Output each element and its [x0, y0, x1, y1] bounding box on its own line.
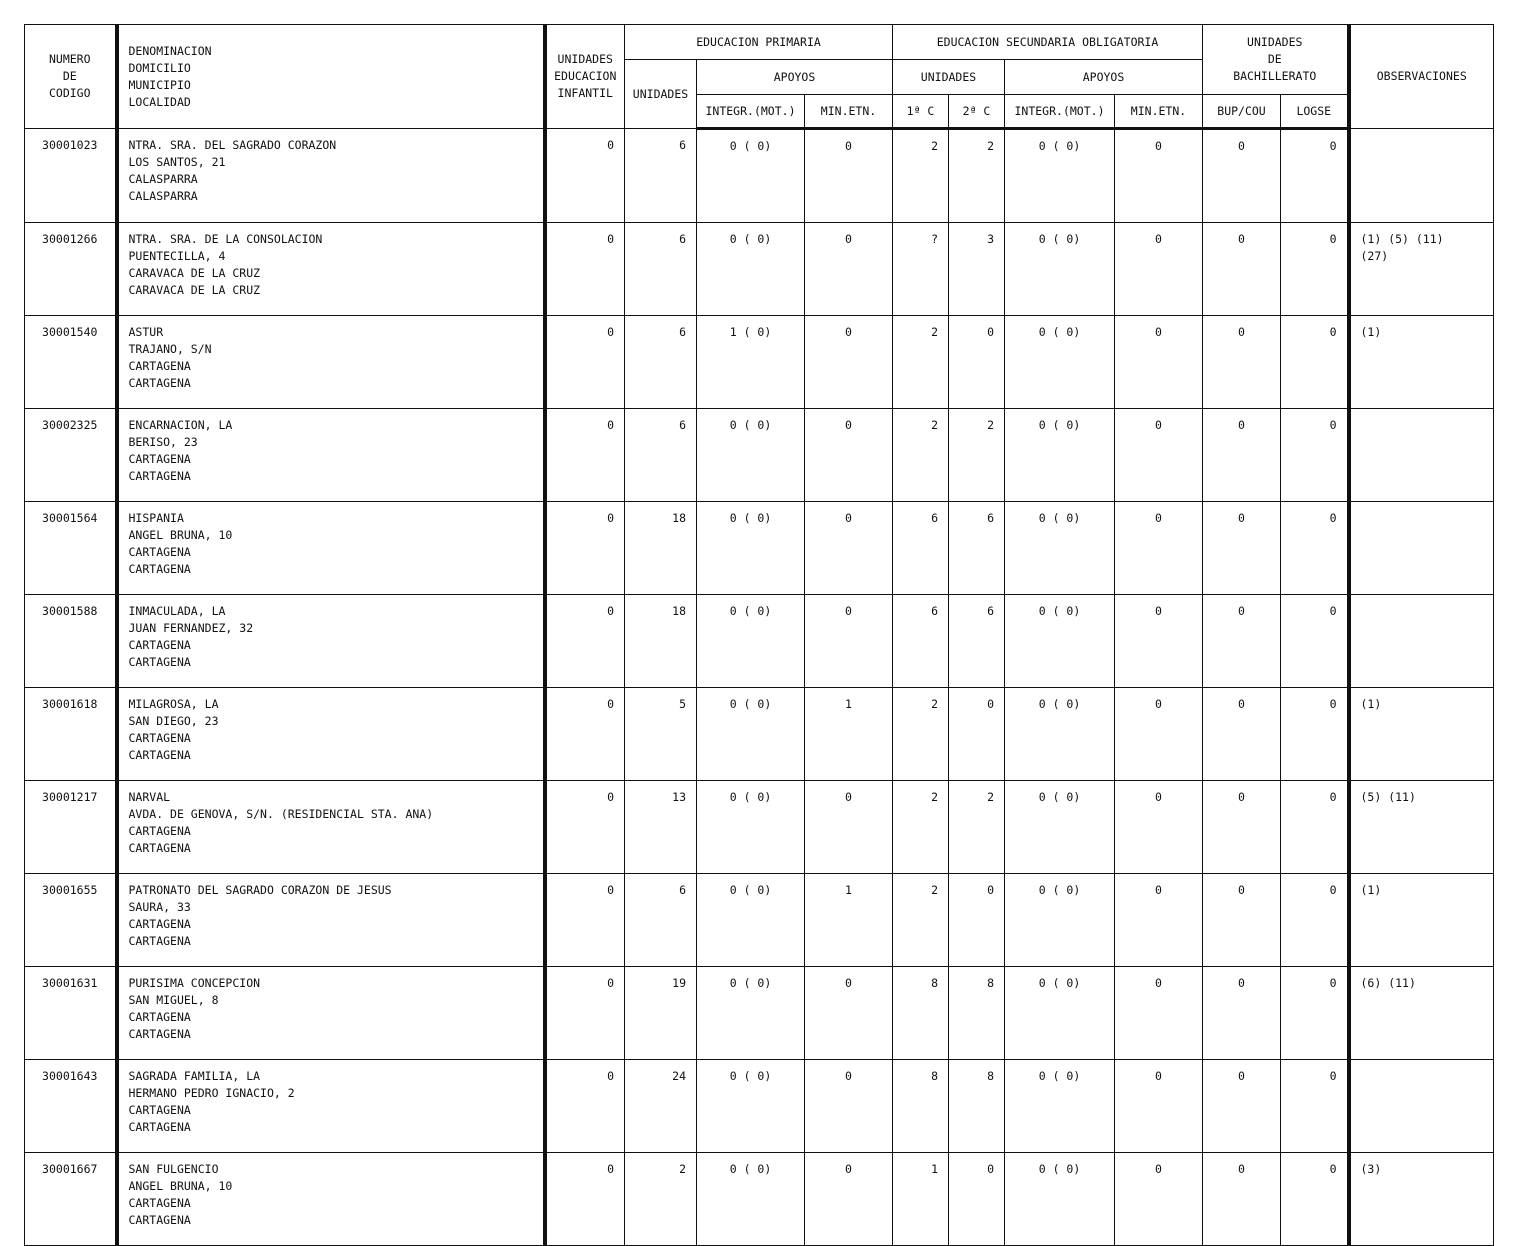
bup-cell: 0: [1203, 409, 1281, 502]
primaria-unidades-cell: 19: [625, 967, 697, 1060]
table-row: [25, 595, 1494, 688]
row-localidad: CARTAGENA: [128, 469, 191, 483]
row-localidad: CARTAGENA: [128, 748, 191, 762]
row-name: PURISIMA CONCEPCION: [128, 976, 261, 990]
code-cell: 30001667: [25, 1153, 117, 1246]
infantil-cell: 0: [545, 129, 625, 223]
eso-integr-cell: 0 ( 0): [1005, 688, 1115, 781]
table-row: [25, 874, 1494, 967]
name-cell: [117, 409, 545, 502]
eso-minetn-cell: 0: [1115, 1153, 1203, 1246]
name-cell: [117, 688, 545, 781]
primaria-unidades-cell: 6: [625, 409, 697, 502]
header-denominacion: DENOMINACION DOMICILIO MUNICIPIO LOCALIDAD: [117, 25, 545, 129]
header-primaria: EDUCACION PRIMARIA: [625, 25, 893, 60]
primaria-minetn-cell: 0: [805, 1153, 893, 1246]
table-row: [25, 688, 1494, 781]
row-address: PUENTECILLA, 4: [128, 249, 226, 263]
eso-1c-cell: 2: [893, 316, 949, 409]
eso-integr-cell: 0 ( 0): [1005, 316, 1115, 409]
bup-cell: 0: [1203, 874, 1281, 967]
infantil-cell: 0: [545, 1060, 625, 1153]
eso-2c-cell: 0: [949, 874, 1005, 967]
observaciones-cell: [1349, 129, 1494, 223]
row-name: ASTUR: [128, 325, 164, 339]
row-localidad: CARAVACA DE LA CRUZ: [128, 283, 261, 297]
primaria-minetn-cell: 1: [805, 688, 893, 781]
primaria-integr-cell: 0 ( 0): [697, 502, 805, 595]
observaciones-cell: (1) (5) (11) (27): [1349, 223, 1494, 316]
bup-cell: 0: [1203, 316, 1281, 409]
eso-integr-cell: 0 ( 0): [1005, 129, 1115, 223]
primaria-integr-cell: 0 ( 0): [697, 129, 805, 223]
name-cell: [117, 1153, 545, 1246]
primaria-minetn-cell: 0: [805, 223, 893, 316]
row-municipio: CARTAGENA: [128, 824, 191, 838]
code-cell: 30001588: [25, 595, 117, 688]
logse-cell: 0: [1281, 688, 1349, 781]
eso-1c-cell: 8: [893, 967, 949, 1060]
eso-2c-cell: 0: [949, 688, 1005, 781]
primaria-unidades-cell: 6: [625, 316, 697, 409]
primaria-unidades-cell: 18: [625, 595, 697, 688]
logse-cell: 0: [1281, 595, 1349, 688]
eso-1c-cell: 2: [893, 874, 949, 967]
header-eso-2c: 2ª C: [949, 95, 1005, 129]
name-cell: [117, 781, 545, 874]
row-address: SAN DIEGO, 23: [128, 714, 219, 728]
infantil-cell: 0: [545, 316, 625, 409]
eso-minetn-cell: 0: [1115, 223, 1203, 316]
header-primaria-apoyos: APOYOS: [697, 60, 893, 95]
eso-integr-cell: 0 ( 0): [1005, 1060, 1115, 1153]
eso-1c-cell: 6: [893, 595, 949, 688]
header-primaria-unidades: UNIDADES: [625, 60, 697, 129]
row-name: PATRONATO DEL SAGRADO CORAZON DE JESUS: [128, 883, 392, 897]
primaria-minetn-cell: 0: [805, 409, 893, 502]
primaria-integr-cell: 0 ( 0): [697, 781, 805, 874]
row-address: SAURA, 33: [128, 900, 191, 914]
bup-cell: 0: [1203, 223, 1281, 316]
primaria-minetn-cell: 1: [805, 874, 893, 967]
row-address: JUAN FERNANDEZ, 32: [128, 621, 254, 635]
eso-1c-cell: 2: [893, 129, 949, 223]
primaria-integr-cell: 0 ( 0): [697, 688, 805, 781]
eso-1c-cell: 6: [893, 502, 949, 595]
code-cell: 30001023: [25, 129, 117, 223]
code-cell: 30001266: [25, 223, 117, 316]
eso-1c-cell: 8: [893, 1060, 949, 1153]
table-header: [25, 25, 1494, 129]
eso-minetn-cell: 0: [1115, 1060, 1203, 1153]
eso-minetn-cell: 0: [1115, 781, 1203, 874]
logse-cell: 0: [1281, 967, 1349, 1060]
primaria-minetn-cell: 0: [805, 1060, 893, 1153]
row-localidad: CARTAGENA: [128, 1027, 191, 1041]
observaciones-cell: [1349, 1060, 1494, 1153]
table-row: [25, 502, 1494, 595]
observaciones-cell: [1349, 409, 1494, 502]
primaria-unidades-cell: 18: [625, 502, 697, 595]
eso-1c-cell: ?: [893, 223, 949, 316]
logse-cell: 0: [1281, 1153, 1349, 1246]
header-infantil: UNIDADES EDUCACION INFANTIL: [545, 25, 625, 129]
eso-minetn-cell: 0: [1115, 595, 1203, 688]
observaciones-cell: (3): [1349, 1153, 1494, 1246]
header-eso-minetn: MIN.ETN.: [1115, 95, 1203, 129]
row-name: SAN FULGENCIO: [128, 1162, 219, 1176]
eso-2c-cell: 6: [949, 595, 1005, 688]
eso-2c-cell: 8: [949, 967, 1005, 1060]
bup-cell: 0: [1203, 781, 1281, 874]
eso-integr-cell: 0 ( 0): [1005, 595, 1115, 688]
primaria-minetn-cell: 0: [805, 967, 893, 1060]
logse-cell: 0: [1281, 874, 1349, 967]
row-municipio: CARTAGENA: [128, 545, 191, 559]
row-address: ANGEL BRUNA, 10: [128, 1179, 233, 1193]
header-eso-integr: INTEGR.(MOT.): [1005, 95, 1115, 129]
infantil-cell: 0: [545, 781, 625, 874]
primaria-unidades-cell: 13: [625, 781, 697, 874]
primaria-integr-cell: 0 ( 0): [697, 1060, 805, 1153]
row-address: AVDA. DE GENOVA, S/N. (RESIDENCIAL STA. ANA): [128, 807, 434, 821]
code-cell: 30001655: [25, 874, 117, 967]
row-address: TRAJANO, S/N: [128, 342, 212, 356]
row-name: NTRA. SRA. DEL SAGRADO CORAZON: [128, 138, 337, 152]
primaria-integr-cell: 0 ( 0): [697, 409, 805, 502]
row-municipio: CARTAGENA: [128, 359, 191, 373]
primaria-integr-cell: 0 ( 0): [697, 967, 805, 1060]
name-cell: [117, 1060, 545, 1153]
row-name: SAGRADA FAMILIA, LA: [128, 1069, 261, 1083]
eso-2c-cell: 8: [949, 1060, 1005, 1153]
observaciones-cell: (5) (11): [1349, 781, 1494, 874]
eso-minetn-cell: 0: [1115, 316, 1203, 409]
eso-2c-cell: 0: [949, 316, 1005, 409]
row-municipio: CARTAGENA: [128, 452, 191, 466]
row-name: NTRA. SRA. DE LA CONSOLACION: [128, 232, 323, 246]
infantil-cell: 0: [545, 688, 625, 781]
primaria-integr-cell: 0 ( 0): [697, 223, 805, 316]
table-row: [25, 1153, 1494, 1246]
logse-cell: 0: [1281, 129, 1349, 223]
infantil-cell: 0: [545, 409, 625, 502]
name-cell: [117, 595, 545, 688]
eso-2c-cell: 2: [949, 781, 1005, 874]
logse-cell: 0: [1281, 316, 1349, 409]
infantil-cell: 0: [545, 502, 625, 595]
eso-minetn-cell: 0: [1115, 688, 1203, 781]
header-eso-1c: 1ª C: [893, 95, 949, 129]
header-eso: EDUCACION SECUNDARIA OBLIGATORIA: [893, 25, 1203, 60]
bup-cell: 0: [1203, 688, 1281, 781]
infantil-cell: 0: [545, 223, 625, 316]
eso-minetn-cell: 0: [1115, 502, 1203, 595]
logse-cell: 0: [1281, 223, 1349, 316]
row-localidad: CARTAGENA: [128, 562, 191, 576]
row-localidad: CARTAGENA: [128, 1213, 191, 1227]
row-municipio: CARTAGENA: [128, 731, 191, 745]
primaria-integr-cell: 1 ( 0): [697, 316, 805, 409]
name-cell: [117, 223, 545, 316]
primaria-unidades-cell: 6: [625, 129, 697, 223]
row-name: ENCARNACION, LA: [128, 418, 233, 432]
header-eso-apoyos: APOYOS: [1005, 60, 1203, 95]
primaria-integr-cell: 0 ( 0): [697, 595, 805, 688]
header-numero: NUMERO DE CODIGO: [25, 25, 117, 129]
name-cell: [117, 502, 545, 595]
primaria-unidades-cell: 6: [625, 223, 697, 316]
row-address: LOS SANTOS, 21: [128, 155, 226, 169]
row-municipio: CARAVACA DE LA CRUZ: [128, 266, 261, 280]
table-row: [25, 223, 1494, 316]
logse-cell: 0: [1281, 502, 1349, 595]
eso-2c-cell: 0: [949, 1153, 1005, 1246]
row-localidad: CALASPARRA: [128, 189, 198, 203]
primaria-minetn-cell: 0: [805, 781, 893, 874]
row-localidad: CARTAGENA: [128, 655, 191, 669]
row-address: BERISO, 23: [128, 435, 198, 449]
row-address: ANGEL BRUNA, 10: [128, 528, 233, 542]
header-primaria-minetn: MIN.ETN.: [805, 95, 893, 129]
row-localidad: CARTAGENA: [128, 841, 191, 855]
eso-integr-cell: 0 ( 0): [1005, 223, 1115, 316]
eso-1c-cell: 2: [893, 409, 949, 502]
logse-cell: 0: [1281, 1060, 1349, 1153]
code-cell: 30001618: [25, 688, 117, 781]
eso-minetn-cell: 0: [1115, 409, 1203, 502]
table-row: [25, 781, 1494, 874]
row-municipio: CARTAGENA: [128, 1010, 191, 1024]
code-cell: 30001217: [25, 781, 117, 874]
primaria-minetn-cell: 0: [805, 129, 893, 223]
table-row: [25, 316, 1494, 409]
eso-minetn-cell: 0: [1115, 129, 1203, 223]
eso-2c-cell: 2: [949, 129, 1005, 223]
bup-cell: 0: [1203, 1060, 1281, 1153]
primaria-unidades-cell: 5: [625, 688, 697, 781]
table-row: [25, 1060, 1494, 1153]
row-localidad: CARTAGENA: [128, 1120, 191, 1134]
header-observaciones: OBSERVACIONES: [1349, 25, 1494, 129]
row-municipio: CARTAGENA: [128, 917, 191, 931]
header-logse: LOGSE: [1281, 95, 1349, 129]
eso-minetn-cell: 0: [1115, 874, 1203, 967]
table-row: [25, 967, 1494, 1060]
header-bachillerato: UNIDADES DE BACHILLERATO: [1203, 25, 1349, 95]
name-cell: [117, 129, 545, 223]
observaciones-cell: [1349, 502, 1494, 595]
primaria-minetn-cell: 0: [805, 595, 893, 688]
primaria-unidades-cell: 6: [625, 874, 697, 967]
eso-integr-cell: 0 ( 0): [1005, 502, 1115, 595]
eso-minetn-cell: 0: [1115, 967, 1203, 1060]
observaciones-cell: [1349, 595, 1494, 688]
primaria-minetn-cell: 0: [805, 502, 893, 595]
eso-1c-cell: 2: [893, 781, 949, 874]
row-address: HERMANO PEDRO IGNACIO, 2: [128, 1086, 295, 1100]
name-cell: [117, 874, 545, 967]
code-cell: 30001643: [25, 1060, 117, 1153]
schools-table: [24, 24, 1494, 1246]
row-municipio: CARTAGENA: [128, 638, 191, 652]
infantil-cell: 0: [545, 874, 625, 967]
row-name: INMACULADA, LA: [128, 604, 226, 618]
table-body: [25, 129, 1494, 1246]
row-municipio: CALASPARRA: [128, 172, 198, 186]
eso-integr-cell: 0 ( 0): [1005, 409, 1115, 502]
eso-2c-cell: 3: [949, 223, 1005, 316]
logse-cell: 0: [1281, 781, 1349, 874]
observaciones-cell: (1): [1349, 316, 1494, 409]
row-address: SAN MIGUEL, 8: [128, 993, 219, 1007]
primaria-minetn-cell: 0: [805, 316, 893, 409]
eso-integr-cell: 0 ( 0): [1005, 781, 1115, 874]
bup-cell: 0: [1203, 129, 1281, 223]
code-cell: 30001631: [25, 967, 117, 1060]
row-municipio: CARTAGENA: [128, 1196, 191, 1210]
row-name: NARVAL: [128, 790, 171, 804]
bup-cell: 0: [1203, 967, 1281, 1060]
table-row: [25, 409, 1494, 502]
header-primaria-integr: INTEGR.(MOT.): [697, 95, 805, 129]
eso-integr-cell: 0 ( 0): [1005, 967, 1115, 1060]
bup-cell: 0: [1203, 595, 1281, 688]
primaria-unidades-cell: 2: [625, 1153, 697, 1246]
row-municipio: CARTAGENA: [128, 1103, 191, 1117]
code-cell: 30001540: [25, 316, 117, 409]
observaciones-cell: (1): [1349, 874, 1494, 967]
code-cell: 30002325: [25, 409, 117, 502]
logse-cell: 0: [1281, 409, 1349, 502]
eso-1c-cell: 2: [893, 688, 949, 781]
infantil-cell: 0: [545, 595, 625, 688]
name-cell: [117, 967, 545, 1060]
observaciones-cell: (1): [1349, 688, 1494, 781]
bup-cell: 0: [1203, 1153, 1281, 1246]
bup-cell: 0: [1203, 502, 1281, 595]
name-cell: [117, 316, 545, 409]
row-name: MILAGROSA, LA: [128, 697, 219, 711]
row-localidad: CARTAGENA: [128, 934, 191, 948]
row-localidad: CARTAGENA: [128, 376, 191, 390]
eso-integr-cell: 0 ( 0): [1005, 1153, 1115, 1246]
header-eso-unidades: UNIDADES: [893, 60, 1005, 95]
row-name: HISPANIA: [128, 511, 184, 525]
eso-2c-cell: 6: [949, 502, 1005, 595]
observaciones-cell: (6) (11): [1349, 967, 1494, 1060]
primaria-unidades-cell: 24: [625, 1060, 697, 1153]
header-bup: BUP/COU: [1203, 95, 1281, 129]
infantil-cell: 0: [545, 967, 625, 1060]
infantil-cell: 0: [545, 1153, 625, 1246]
code-cell: 30001564: [25, 502, 117, 595]
table-row: [25, 129, 1494, 223]
eso-1c-cell: 1: [893, 1153, 949, 1246]
primaria-integr-cell: 0 ( 0): [697, 1153, 805, 1246]
eso-2c-cell: 2: [949, 409, 1005, 502]
eso-integr-cell: 0 ( 0): [1005, 874, 1115, 967]
primaria-integr-cell: 0 ( 0): [697, 874, 805, 967]
